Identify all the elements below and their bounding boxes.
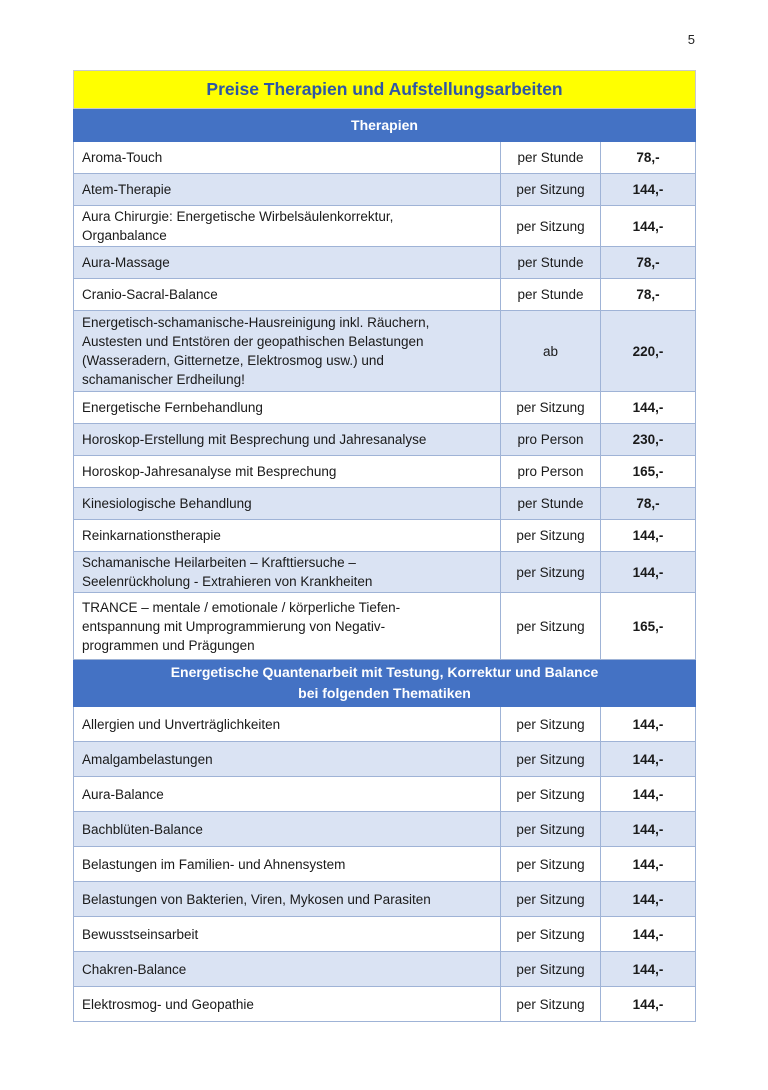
service-name-line: Belastungen im Familien- und Ahnensystem bbox=[82, 856, 346, 872]
section-header bbox=[74, 109, 696, 142]
table-row bbox=[74, 488, 696, 520]
table-row bbox=[74, 882, 696, 917]
price-unit: per Sitzung bbox=[501, 777, 601, 812]
service-name-line: Horoskop-Jahresanalyse mit Besprechung bbox=[82, 464, 337, 479]
service-name bbox=[74, 142, 501, 174]
price-value: 144,- bbox=[601, 742, 696, 777]
section-heading-line: Energetische Quantenarbeit mit Testung, Korrektur und Balance bbox=[170, 664, 599, 680]
service-name bbox=[74, 917, 501, 952]
service-name-line: Amalgambelastungen bbox=[82, 751, 213, 767]
service-name-line: schamanischer Erdheilung! bbox=[82, 372, 245, 387]
table-row bbox=[74, 424, 696, 456]
price-unit: per Sitzung bbox=[501, 812, 601, 847]
table-row bbox=[74, 847, 696, 882]
price-unit: per Sitzung bbox=[501, 917, 601, 952]
price-value: 78,- bbox=[601, 488, 696, 520]
table-row bbox=[74, 311, 696, 392]
service-name-line: entspannung mit Umprogrammierung von Negativ- bbox=[82, 618, 386, 634]
service-name bbox=[74, 777, 501, 812]
service-name-line: (Wasseradern, Gitternetze, Elektrosmog usw.) und bbox=[82, 353, 384, 368]
service-name bbox=[74, 952, 501, 987]
table-row bbox=[74, 777, 696, 812]
table-row bbox=[74, 456, 696, 488]
price-unit: per Sitzung bbox=[501, 882, 601, 917]
service-name bbox=[74, 593, 501, 660]
section-heading bbox=[74, 109, 696, 142]
service-name bbox=[74, 520, 501, 552]
service-name-line: Aura-Massage bbox=[82, 255, 170, 270]
price-value: 144,- bbox=[601, 812, 696, 847]
price-unit: per Sitzung bbox=[501, 847, 601, 882]
service-name-line: Cranio-Sacral-Balance bbox=[82, 287, 218, 302]
service-name bbox=[74, 987, 501, 1022]
price-value: 144,- bbox=[601, 206, 696, 247]
service-name bbox=[74, 707, 501, 742]
price-value: 165,- bbox=[601, 456, 696, 488]
price-unit: per Sitzung bbox=[501, 552, 601, 593]
price-unit: per Sitzung bbox=[501, 952, 601, 987]
price-value: 78,- bbox=[601, 142, 696, 174]
price-value: 144,- bbox=[601, 392, 696, 424]
table-row bbox=[74, 552, 696, 593]
table-row bbox=[74, 279, 696, 311]
price-unit: per Sitzung bbox=[501, 206, 601, 247]
table-row bbox=[74, 142, 696, 174]
price-unit: per Sitzung bbox=[501, 707, 601, 742]
service-name-line: programmen und Prägungen bbox=[82, 637, 255, 653]
price-value: 144,- bbox=[601, 777, 696, 812]
price-unit: ab bbox=[501, 311, 601, 392]
price-unit: per Sitzung bbox=[501, 392, 601, 424]
service-name-line: Reinkarnationstherapie bbox=[82, 528, 221, 543]
table-row bbox=[74, 987, 696, 1022]
section-heading-line: bei folgenden Thematiken bbox=[298, 685, 471, 701]
price-value: 220,- bbox=[601, 311, 696, 392]
service-name-line: Bewusstseinsarbeit bbox=[82, 926, 199, 942]
table-row bbox=[74, 593, 696, 660]
price-unit: pro Person bbox=[501, 456, 601, 488]
service-name-line: TRANCE – mentale / emotionale / körperliche Tiefen- bbox=[82, 599, 401, 615]
price-unit: per Sitzung bbox=[501, 987, 601, 1022]
service-name bbox=[74, 174, 501, 206]
service-name-line: Bachblüten-Balance bbox=[82, 821, 203, 837]
service-name bbox=[74, 424, 501, 456]
price-value: 78,- bbox=[601, 247, 696, 279]
table-row bbox=[74, 247, 696, 279]
service-name bbox=[74, 206, 501, 247]
service-name bbox=[74, 456, 501, 488]
title-row bbox=[74, 71, 696, 109]
service-name bbox=[74, 552, 501, 593]
price-value: 78,- bbox=[601, 279, 696, 311]
table-row bbox=[74, 174, 696, 206]
price-unit: pro Person bbox=[501, 424, 601, 456]
section-heading bbox=[74, 660, 696, 707]
service-name-line: Allergien und Unverträglichkeiten bbox=[82, 716, 281, 732]
service-name-line: Austesten und Entstören der geopathischen Belastungen bbox=[82, 334, 424, 349]
service-name-line: Aura Chirurgie: Energetische Wirbelsäulenkorrektur, bbox=[82, 209, 394, 224]
service-name bbox=[74, 488, 501, 520]
service-name-line: Elektrosmog- und Geopathie bbox=[82, 996, 254, 1012]
table-row bbox=[74, 520, 696, 552]
service-name bbox=[74, 279, 501, 311]
price-value: 144,- bbox=[601, 917, 696, 952]
service-name-line: Aura-Balance bbox=[82, 786, 164, 802]
service-name-line: Chakren-Balance bbox=[82, 961, 187, 977]
service-name-line: Seelenrückholung - Extrahieren von Krankheiten bbox=[82, 574, 373, 589]
price-value: 230,- bbox=[601, 424, 696, 456]
service-name-line: Energetische Fernbehandlung bbox=[82, 400, 263, 415]
price-value: 144,- bbox=[601, 707, 696, 742]
table-row bbox=[74, 952, 696, 987]
price-value: 144,- bbox=[601, 952, 696, 987]
price-unit: per Sitzung bbox=[501, 593, 601, 660]
service-name-line: Schamanische Heilarbeiten – Krafttiersuche – bbox=[82, 555, 356, 570]
price-value: 144,- bbox=[601, 847, 696, 882]
service-name-line: Horoskop-Erstellung mit Besprechung und Jahresanalyse bbox=[82, 432, 427, 447]
table-row bbox=[74, 707, 696, 742]
service-name-line: Belastungen von Bakterien, Viren, Mykosen und Parasiten bbox=[82, 891, 431, 907]
service-name-line: Organbalance bbox=[82, 228, 167, 243]
service-name bbox=[74, 247, 501, 279]
table-row bbox=[74, 917, 696, 952]
price-unit: per Stunde bbox=[501, 247, 601, 279]
service-name-line: Kinesiologische Behandlung bbox=[82, 496, 252, 511]
service-name bbox=[74, 392, 501, 424]
service-name-line: Energetisch-schamanische-Hausreinigung inkl. Räuchern, bbox=[82, 315, 430, 330]
price-value: 144,- bbox=[601, 174, 696, 206]
price-unit: per Stunde bbox=[501, 488, 601, 520]
table-row bbox=[74, 206, 696, 247]
price-table bbox=[73, 70, 696, 1022]
service-name-line: Atem-Therapie bbox=[82, 182, 172, 197]
service-name bbox=[74, 812, 501, 847]
page-number: 5 bbox=[687, 32, 695, 47]
price-value: 165,- bbox=[601, 593, 696, 660]
price-unit: per Stunde bbox=[501, 142, 601, 174]
table-row bbox=[74, 392, 696, 424]
table-row bbox=[74, 812, 696, 847]
section-header bbox=[74, 660, 696, 707]
section-heading-line: Therapien bbox=[351, 116, 418, 133]
price-value: 144,- bbox=[601, 987, 696, 1022]
service-name bbox=[74, 882, 501, 917]
price-unit: per Stunde bbox=[501, 279, 601, 311]
price-value: 144,- bbox=[601, 552, 696, 593]
price-unit: per Sitzung bbox=[501, 520, 601, 552]
service-name bbox=[74, 847, 501, 882]
price-value: 144,- bbox=[601, 520, 696, 552]
table-row bbox=[74, 742, 696, 777]
price-unit: per Sitzung bbox=[501, 742, 601, 777]
service-name bbox=[74, 311, 501, 392]
service-name-line: Aroma-Touch bbox=[82, 150, 163, 165]
service-name bbox=[74, 742, 501, 777]
price-unit: per Sitzung bbox=[501, 174, 601, 206]
page-title: Preise Therapien und Aufstellungsarbeiten bbox=[74, 71, 696, 109]
price-value: 144,- bbox=[601, 882, 696, 917]
